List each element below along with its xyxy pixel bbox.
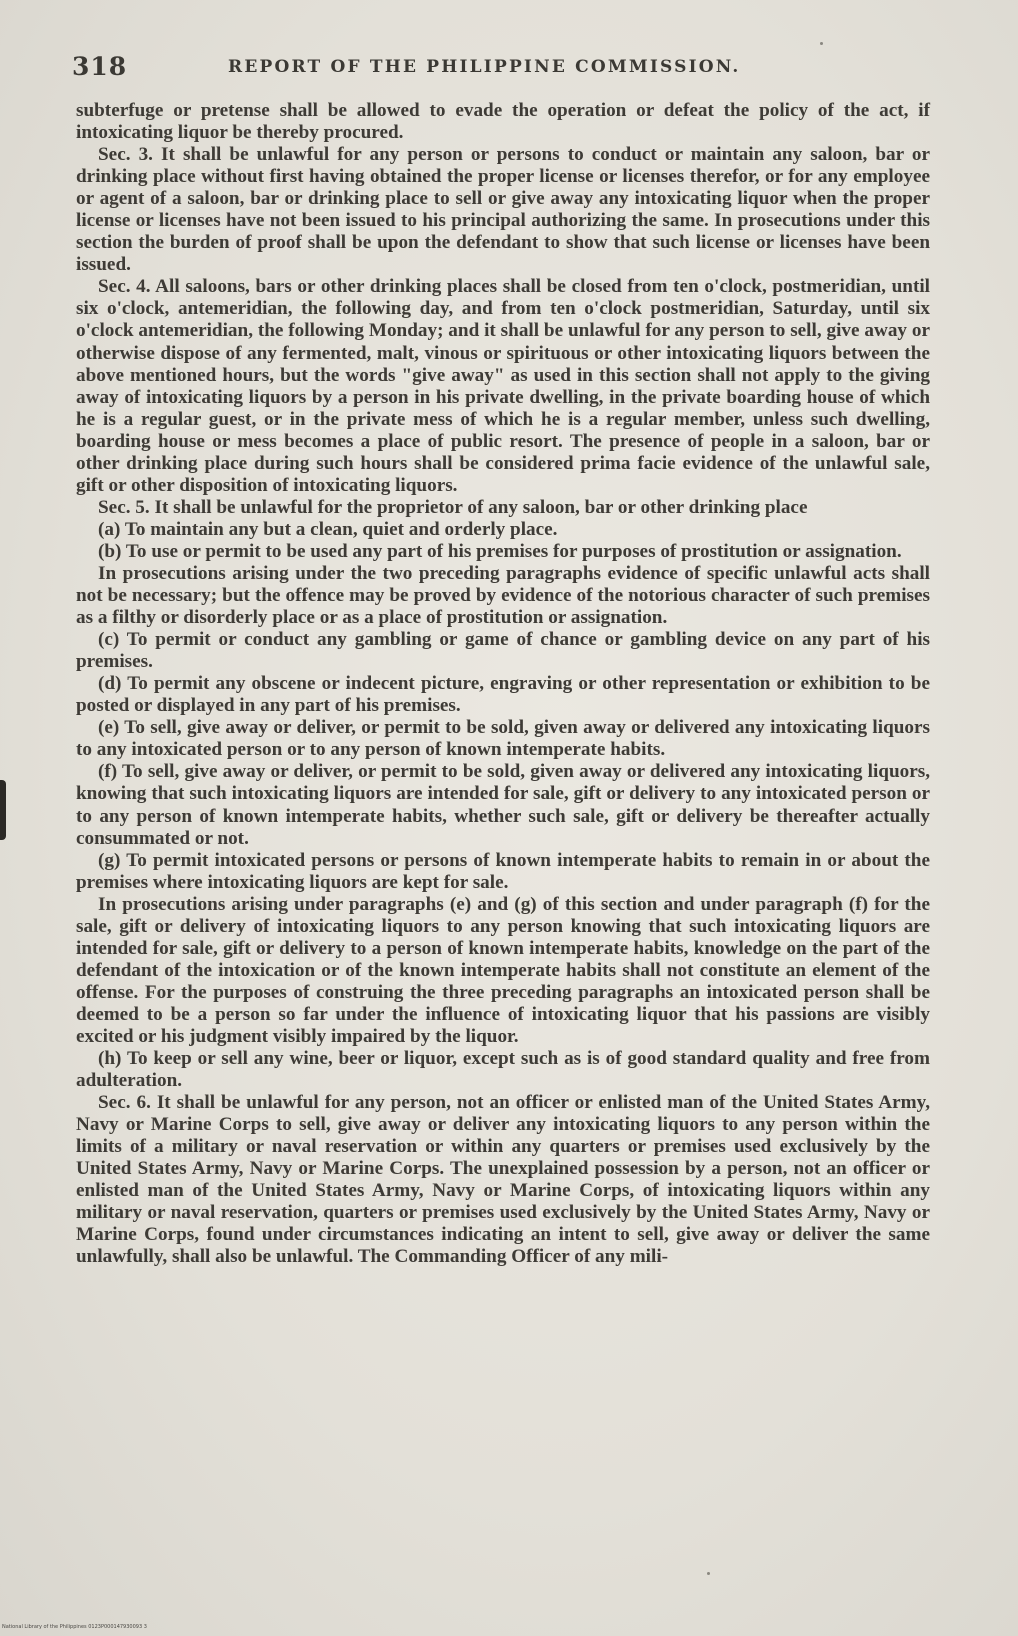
clause-a: (a) To maintain any but a clean, quiet and orderly place. bbox=[98, 518, 558, 540]
scan-footer: National Library of the Philippines 0123P000147930093 3 bbox=[2, 1624, 147, 1630]
page-number: 318 bbox=[72, 52, 128, 81]
section-4: Sec. 4. All saloons, bars or other drinking places shall be closed from ten o'clock, postmeridian, until six o'clock, antemeridian, the following day, and from ten o'clock postmeridian, Saturday, until six o'clock antemeridian, the following Monday; and it shall be unlawful for any person to sell, give away or otherwise dispose of any fermented, malt, vinous or spirituous or other intoxicating liquors between the above mentioned hours, but the words "give away" as used in this section shall not apply to the giving away of intoxicating liquors by a person in his private dwelling, in the private boarding house of which he is a regular guest, or in the private mess of which he is a regular member, unless such dwelling, boarding house or mess becomes a place of public resort. The presence of people in a saloon, bar or other drinking place during such hours shall be considered prima facie evidence of the unlawful sale, gift or other disposition of intoxicating liquors. bbox=[76, 276, 930, 496]
clause-e: (e) To sell, give away or deliver, or permit to be sold, given away or delivered any intoxicating liquors to any intoxicated person or to any person of known intemperate habits. bbox=[76, 717, 930, 761]
clause-h: (h) To keep or sell any wine, beer or liquor, except such as is of good standard quality and free from adulteration. bbox=[76, 1048, 930, 1092]
speck-mark bbox=[707, 1572, 710, 1575]
paragraph-continuation: subterfuge or pretense shall be allowed to evade the operation or defeat the policy of the act, if intoxicating liquor be thereby procured. bbox=[76, 100, 930, 144]
clause-f: (f) To sell, give away or deliver, or permit to be sold, given away or delivered any intoxicating liquors, knowing that such intoxicating liquors are intended for sale, gift or delivery to any intoxicated person or to any person of known intemperate habits, whether such sale, gift or delivery be thereafter actually consummated or not. bbox=[76, 761, 930, 849]
page-body bbox=[76, 100, 930, 1268]
clause-d: (d) To permit any obscene or indecent picture, engraving or other representation or exhibition to be posted or displayed in any part of his premises. bbox=[76, 673, 930, 717]
section-3: Sec. 3. It shall be unlawful for any person or persons to conduct or maintain any saloon, bar or drinking place without first having obtained the proper license or licenses therefor, or for any employee or agent of a saloon, bar or drinking place to sell or give away any intoxicating liquor when the proper license or licenses have not been issued to his principal authorizing the same. In prosecutions under this section the burden of proof shall be upon the defendant to show that such license or licenses have been issued. bbox=[76, 144, 930, 276]
binding-edge-mark bbox=[0, 780, 6, 840]
prosecution-paragraph-2: In prosecutions arising under paragraphs (e) and (g) of this section and under paragraph (f) for the sale, gift or delivery of intoxicating liquors to any person knowing that such intoxicating liquors are intended for sale, gift or delivery to a person of known intemperate habits, knowledge on the part of the defendant of the intoxication or of the known intemperate habits shall not constitute an element of the offense. For the purposes of construing the three preceding paragraphs an intoxicated person shall be deemed to be a person so far under the influence of intoxicating liquor that his passions are visibly excited or his judgment visibly impaired by the liquor. bbox=[76, 893, 930, 1047]
section-6: Sec. 6. It shall be unlawful for any person, not an officer or enlisted man of the United States Army, Navy or Marine Corps to sell, give away or deliver any intoxicating liquors to any person within the limits of a military or naval reservation or within any quarters or premises used exclusively by the United States Army, Navy or Marine Corps. The unexplained possession by a person, not an officer or enlisted man of the United States Army, Navy or Marine Corps, of intoxicating liquors within any military or naval reservation, quarters or premises used exclusively by the United States Army, Navy or Marine Corps, found under circumstances indicating an intent to sell, give away or deliver the same unlawfully, shall also be unlawful. The Commanding Officer of any mili- bbox=[76, 1092, 930, 1268]
clause-c: (c) To permit or conduct any gambling or game of chance or gambling device on any part of his premises. bbox=[76, 629, 930, 673]
running-head: REPORT OF THE PHILIPPINE COMMISSION. bbox=[228, 57, 741, 77]
prosecution-paragraph: In prosecutions arising under the two preceding paragraphs evidence of specific unlawful acts shall not be necessary; but the offence may be proved by evidence of the notorious character of such premises as a filthy or disorderly place or as a place of prostitution or assignation. bbox=[76, 562, 930, 629]
page-header bbox=[72, 52, 930, 86]
clause-g: (g) To permit intoxicated persons or persons of known intemperate habits to remain in or about the premises where intoxicating liquors are kept for sale. bbox=[76, 849, 930, 893]
clause-b: (b) To use or permit to be used any part of his premises for purposes of prostitution or assignation. bbox=[98, 540, 902, 562]
section-5: Sec. 5. It shall be unlawful for the proprietor of any saloon, bar or other drinking place bbox=[98, 496, 808, 518]
speck-mark bbox=[820, 42, 823, 45]
